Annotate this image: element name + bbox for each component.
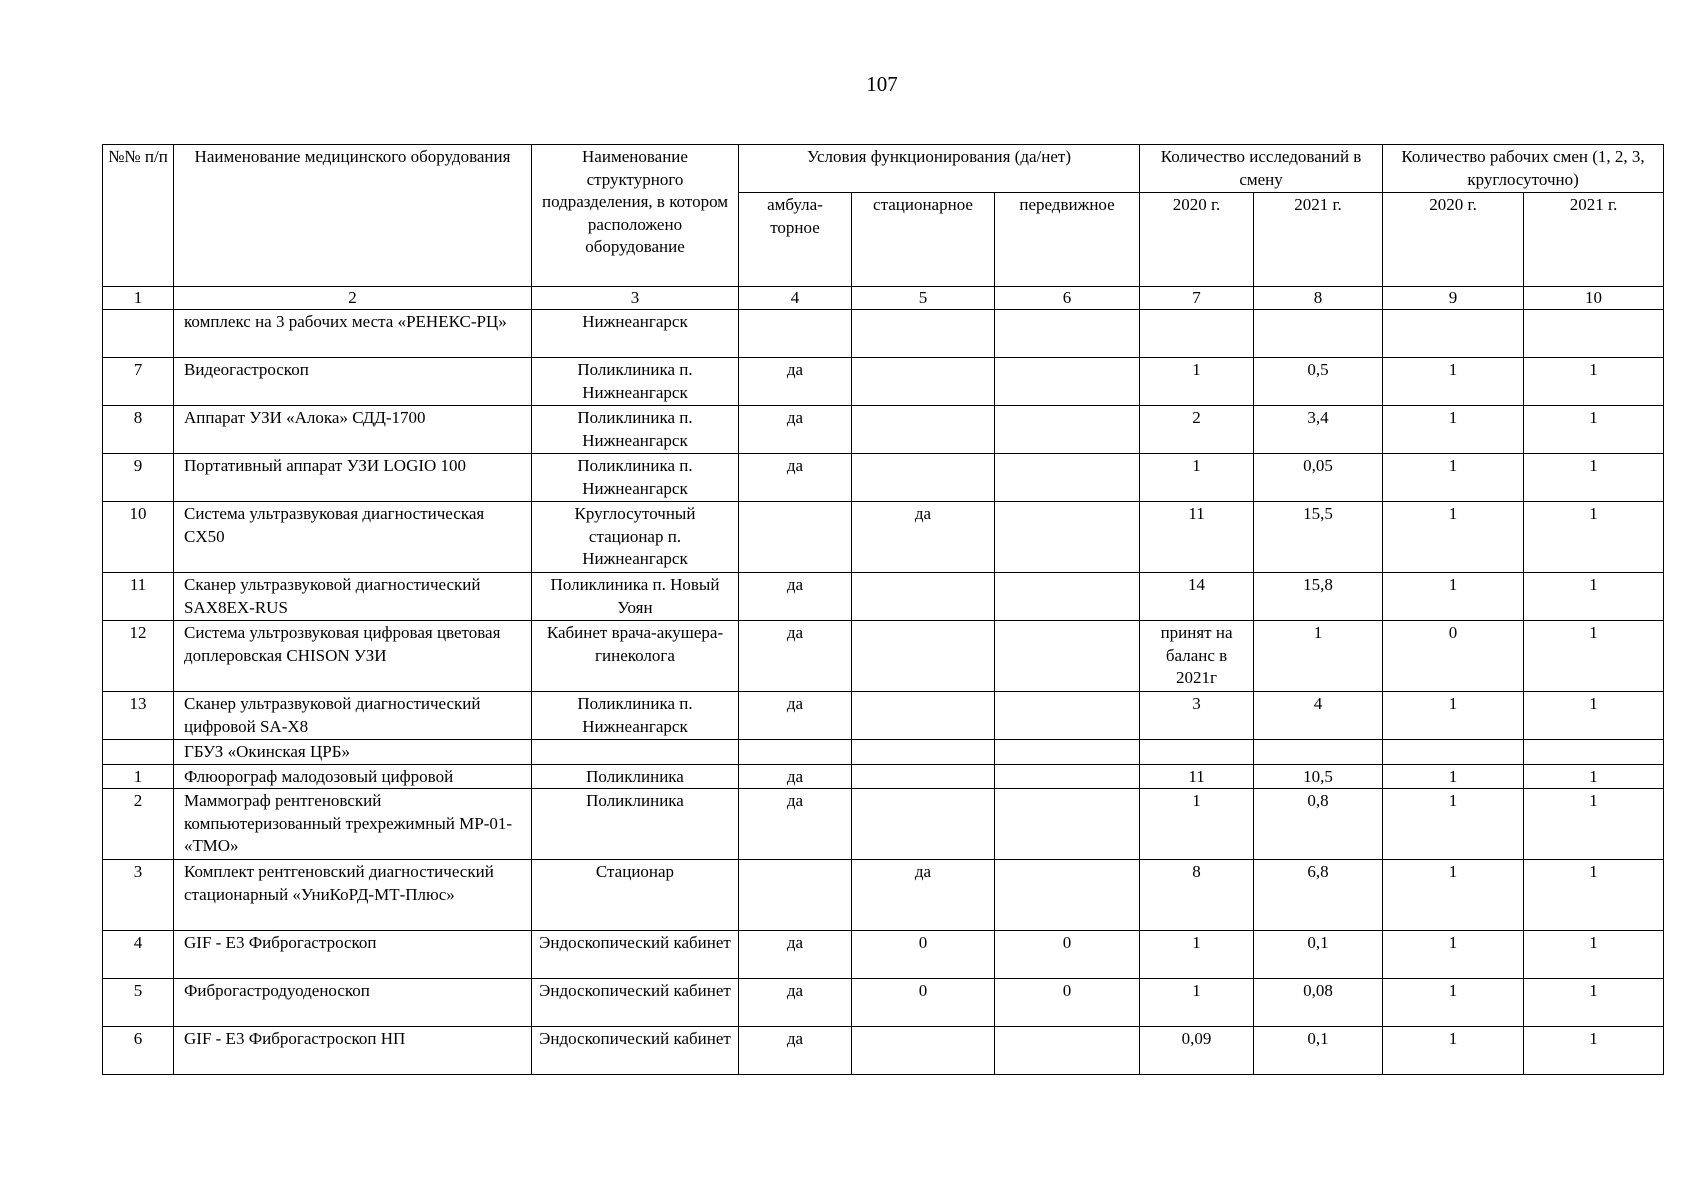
studies-2021-cell: 15,8 [1254,573,1383,621]
shifts-2020-cell: 1 [1383,860,1524,931]
cond-mobile-cell [995,358,1140,406]
column-number: 8 [1254,287,1383,310]
row-number-cell: 6 [103,1027,174,1075]
cond-ambulatory-cell [739,740,852,765]
shifts-2020-cell: 0 [1383,621,1524,692]
shifts-2021-cell: 1 [1524,573,1664,621]
cond-stationary-cell [852,740,995,765]
header-shifts-2021: 2021 г. [1524,193,1664,287]
equipment-name-cell: комплекс на 3 рабочих места «РЕНЕКС-РЦ» [174,310,532,358]
shifts-2020-cell: 1 [1383,764,1524,789]
table-row [103,406,1664,454]
equipment-name-cell: Маммограф рентгеновский компьютеризованный трехрежимный МР-01- «ТМО» [174,789,532,860]
header-equipment-name: Наименование медицинского оборудования [174,145,532,287]
table-row [103,789,1664,860]
header-operating-conditions: Условия функционирования (да/нет) [739,145,1140,193]
studies-2021-cell: 0,1 [1254,931,1383,979]
shifts-2021-cell: 1 [1524,621,1664,692]
equipment-name-cell: Видеогастроскоп [174,358,532,406]
cond-mobile-cell [995,454,1140,502]
cond-ambulatory-cell: да [739,692,852,740]
studies-2021-cell: 15,5 [1254,502,1383,573]
equipment-table [102,144,1664,1075]
row-number-cell: 11 [103,573,174,621]
header-cond-mobile: передвижное [995,193,1140,287]
structural-unit-cell: Стационар [532,860,739,931]
shifts-2020-cell: 1 [1383,979,1524,1027]
row-number-cell: 4 [103,931,174,979]
cond-ambulatory-cell: да [739,789,852,860]
studies-2021-cell: 6,8 [1254,860,1383,931]
cond-stationary-cell [852,1027,995,1075]
cond-ambulatory-cell: да [739,358,852,406]
studies-2020-cell: принят на баланс в 2021г [1140,621,1254,692]
cond-mobile-cell [995,310,1140,358]
structural-unit-cell: Поликлиника п. Новый Уоян [532,573,739,621]
studies-2020-cell: 11 [1140,502,1254,573]
table-row [103,764,1664,789]
cond-stationary-cell [852,358,995,406]
shifts-2020-cell: 1 [1383,1027,1524,1075]
equipment-name-cell: Система ультрозвуковая цифровая цветовая доплеровская CHISON УЗИ [174,621,532,692]
table-row [103,310,1664,358]
table-row [103,931,1664,979]
studies-2021-cell [1254,310,1383,358]
shifts-2021-cell: 1 [1524,979,1664,1027]
column-number: 6 [995,287,1140,310]
column-number: 9 [1383,287,1524,310]
studies-2020-cell: 1 [1140,454,1254,502]
cond-stationary-cell [852,310,995,358]
cond-stationary-cell: 0 [852,979,995,1027]
structural-unit-cell: Эндоскопический кабинет [532,1027,739,1075]
row-number-cell [103,740,174,765]
cond-stationary-cell [852,454,995,502]
table-row [103,860,1664,931]
row-number-cell: 13 [103,692,174,740]
cond-mobile-cell [995,406,1140,454]
cond-ambulatory-cell [739,310,852,358]
cond-stationary-cell [852,692,995,740]
cond-ambulatory-cell [739,502,852,573]
structural-unit-cell: Поликлиника п. Нижнеангарск [532,692,739,740]
structural-unit-cell: Нижнеангарск [532,310,739,358]
studies-2020-cell: 1 [1140,931,1254,979]
row-number-cell [103,310,174,358]
structural-unit-cell: Поликлиника [532,789,739,860]
studies-2021-cell: 0,1 [1254,1027,1383,1075]
equipment-name-cell: Сканер ультразвуковой диагностический SAX8EX-RUS [174,573,532,621]
cond-ambulatory-cell: да [739,1027,852,1075]
header-work-shifts: Количество рабочих смен (1, 2, 3, круглосуточно) [1383,145,1664,193]
cond-ambulatory-cell [739,860,852,931]
equipment-name-cell: Аппарат УЗИ «Алока» СДД-1700 [174,406,532,454]
header-cond-stationary: стационарное [852,193,995,287]
header-cond-ambulatory: амбула-торное [739,193,852,287]
table-row [103,1027,1664,1075]
table-row [103,573,1664,621]
shifts-2021-cell: 1 [1524,764,1664,789]
shifts-2021-cell: 1 [1524,860,1664,931]
equipment-name-cell: Портативный аппарат УЗИ LOGIO 100 [174,454,532,502]
cond-ambulatory-cell: да [739,979,852,1027]
cond-ambulatory-cell: да [739,764,852,789]
studies-2020-cell [1140,740,1254,765]
shifts-2021-cell: 1 [1524,358,1664,406]
studies-2020-cell: 11 [1140,764,1254,789]
page-number: 107 [866,72,898,96]
studies-2021-cell: 0,5 [1254,358,1383,406]
shifts-2021-cell: 1 [1524,789,1664,860]
equipment-name-cell: Фиброгастродуоденоскоп [174,979,532,1027]
shifts-2021-cell: 1 [1524,454,1664,502]
shifts-2020-cell [1383,740,1524,765]
studies-2021-cell: 3,4 [1254,406,1383,454]
table-row [103,740,1664,765]
row-number-cell: 1 [103,764,174,789]
structural-unit-cell: Круглосуточный стационар п. Нижнеангарск [532,502,739,573]
cond-mobile-cell [995,740,1140,765]
studies-2020-cell: 1 [1140,358,1254,406]
cond-ambulatory-cell: да [739,931,852,979]
shifts-2020-cell: 1 [1383,573,1524,621]
shifts-2021-cell: 1 [1524,406,1664,454]
structural-unit-cell: Поликлиника п. Нижнеангарск [532,406,739,454]
cond-mobile-cell [995,621,1140,692]
cond-mobile-cell [995,692,1140,740]
shifts-2021-cell: 1 [1524,1027,1664,1075]
table-row [103,358,1664,406]
cond-mobile-cell [995,573,1140,621]
structural-unit-cell: Кабинет врача-акушера-гинеколога [532,621,739,692]
studies-2020-cell [1140,310,1254,358]
cond-stationary-cell [852,621,995,692]
cond-ambulatory-cell: да [739,573,852,621]
table-row [103,979,1664,1027]
shifts-2021-cell: 1 [1524,931,1664,979]
column-number-row [103,287,1664,310]
row-number-cell: 7 [103,358,174,406]
studies-2020-cell: 0,09 [1140,1027,1254,1075]
column-number: 7 [1140,287,1254,310]
shifts-2020-cell: 1 [1383,358,1524,406]
structural-unit-cell: Эндоскопический кабинет [532,931,739,979]
row-number-cell: 12 [103,621,174,692]
column-number: 2 [174,287,532,310]
header-structural-unit: Наименование структурного подразделения, в котором расположено оборудование [532,145,739,287]
studies-2021-cell: 0,05 [1254,454,1383,502]
shifts-2020-cell: 1 [1383,406,1524,454]
header-row-1 [103,145,1664,193]
column-number: 5 [852,287,995,310]
equipment-name-cell: GIF - E3 Фиброгастроскоп НП [174,1027,532,1075]
shifts-2021-cell [1524,310,1664,358]
cond-stationary-cell [852,406,995,454]
column-number: 1 [103,287,174,310]
structural-unit-cell: Эндоскопический кабинет [532,979,739,1027]
shifts-2020-cell: 1 [1383,692,1524,740]
row-number-cell: 10 [103,502,174,573]
cond-stationary-cell [852,764,995,789]
equipment-name-cell: ГБУЗ «Окинская ЦРБ» [174,740,532,765]
shifts-2020-cell: 1 [1383,454,1524,502]
header-studies-per-shift: Количество исследований в смену [1140,145,1383,193]
header-num: №№ п/п [103,145,174,287]
studies-2021-cell: 10,5 [1254,764,1383,789]
studies-2021-cell: 0,8 [1254,789,1383,860]
studies-2020-cell: 14 [1140,573,1254,621]
cond-mobile-cell [995,502,1140,573]
row-number-cell: 5 [103,979,174,1027]
shifts-2021-cell [1524,740,1664,765]
row-number-cell: 8 [103,406,174,454]
shifts-2021-cell: 1 [1524,502,1664,573]
cond-ambulatory-cell: да [739,454,852,502]
shifts-2020-cell: 1 [1383,931,1524,979]
column-number: 3 [532,287,739,310]
cond-stationary-cell [852,573,995,621]
studies-2020-cell: 8 [1140,860,1254,931]
equipment-name-cell: Сканер ультразвуковой диагностический цифровой SA-X8 [174,692,532,740]
equipment-name-cell: GIF - E3 Фиброгастроскоп [174,931,532,979]
cond-mobile-cell [995,1027,1140,1075]
header-shifts-2020: 2020 г. [1383,193,1524,287]
studies-2020-cell: 1 [1140,979,1254,1027]
table-row [103,692,1664,740]
structural-unit-cell: Поликлиника п. Нижнеангарск [532,454,739,502]
row-number-cell: 9 [103,454,174,502]
studies-2021-cell: 4 [1254,692,1383,740]
header-studies-2020: 2020 г. [1140,193,1254,287]
cond-stationary-cell [852,789,995,860]
cond-stationary-cell: 0 [852,931,995,979]
equipment-name-cell: Флюорограф малодозовый цифровой [174,764,532,789]
cond-mobile-cell [995,860,1140,931]
row-number-cell: 3 [103,860,174,931]
studies-2021-cell: 0,08 [1254,979,1383,1027]
structural-unit-cell: Поликлиника [532,764,739,789]
table-row [103,454,1664,502]
studies-2020-cell: 2 [1140,406,1254,454]
studies-2021-cell [1254,740,1383,765]
cond-mobile-cell: 0 [995,931,1140,979]
column-number: 4 [739,287,852,310]
cond-mobile-cell [995,789,1140,860]
studies-2020-cell: 1 [1140,789,1254,860]
cond-stationary-cell: да [852,502,995,573]
cond-stationary-cell: да [852,860,995,931]
table-row [103,621,1664,692]
shifts-2020-cell: 1 [1383,502,1524,573]
header-studies-2021: 2021 г. [1254,193,1383,287]
studies-2021-cell: 1 [1254,621,1383,692]
equipment-name-cell: Комплект рентгеновский диагностический стационарный «УниКоРД-МТ-Плюс» [174,860,532,931]
shifts-2021-cell: 1 [1524,692,1664,740]
structural-unit-cell: Поликлиника п. Нижнеангарск [532,358,739,406]
structural-unit-cell [532,740,739,765]
cond-mobile-cell [995,764,1140,789]
equipment-name-cell: Система ультразвуковая диагностическая CX50 [174,502,532,573]
cond-ambulatory-cell: да [739,406,852,454]
row-number-cell: 2 [103,789,174,860]
column-number: 10 [1524,287,1664,310]
cond-ambulatory-cell: да [739,621,852,692]
shifts-2020-cell [1383,310,1524,358]
cond-mobile-cell: 0 [995,979,1140,1027]
shifts-2020-cell: 1 [1383,789,1524,860]
table-row [103,502,1664,573]
studies-2020-cell: 3 [1140,692,1254,740]
